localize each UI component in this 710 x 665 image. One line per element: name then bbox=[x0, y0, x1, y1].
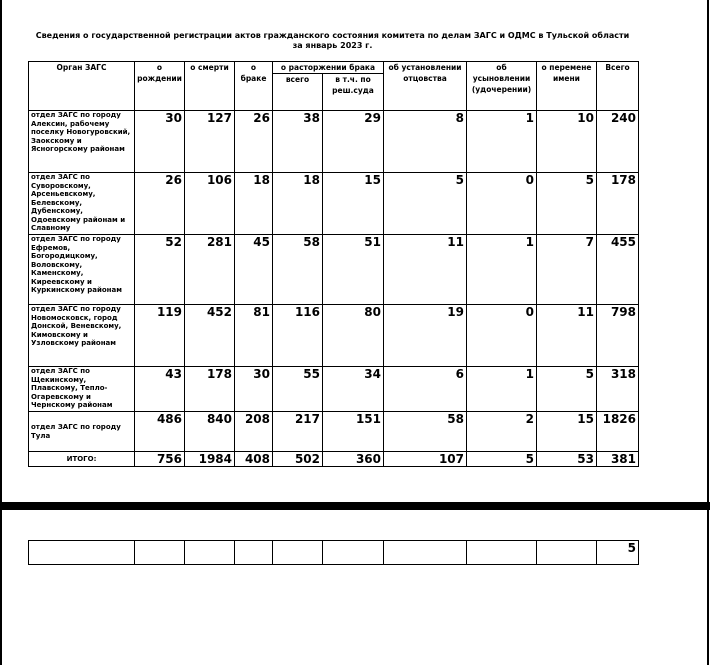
empty-cell bbox=[185, 541, 235, 565]
total-births: 756 bbox=[135, 452, 185, 467]
cell-paternity: 5 bbox=[384, 173, 467, 235]
cell-divorce-court: 29 bbox=[323, 111, 384, 173]
col-header-births: о рождении bbox=[135, 62, 185, 111]
col-header-divorce-group: о расторжении брака bbox=[273, 62, 384, 74]
empty-cell bbox=[467, 541, 537, 565]
cell-name-change: 5 bbox=[537, 367, 597, 412]
page-edge-left bbox=[0, 0, 2, 665]
table-row bbox=[29, 412, 639, 452]
page-break-band bbox=[0, 502, 710, 510]
empty-cell bbox=[273, 541, 323, 565]
col-header-divorce-court: в т.ч. по реш.суда bbox=[323, 74, 384, 111]
cell-divorce-total: 217 bbox=[273, 412, 323, 452]
cell-paternity: 19 bbox=[384, 305, 467, 367]
cell-deaths: 106 bbox=[185, 173, 235, 235]
cell-births: 43 bbox=[135, 367, 185, 412]
empty-cell bbox=[384, 541, 467, 565]
cell-births: 486 bbox=[135, 412, 185, 452]
total-divorce-total: 502 bbox=[273, 452, 323, 467]
cell-divorce-total: 38 bbox=[273, 111, 323, 173]
organ-name: отдел ЗАГС по городу Новомосковск, город Донской, Веневскому, Кимовскому и Узловскому районам bbox=[29, 305, 135, 367]
cell-adoption: 0 bbox=[467, 305, 537, 367]
table-row bbox=[29, 367, 639, 412]
total-name-change: 53 bbox=[537, 452, 597, 467]
cell-total: 240 bbox=[597, 111, 639, 173]
registration-table bbox=[28, 61, 639, 467]
cell-paternity: 6 bbox=[384, 367, 467, 412]
empty-cell bbox=[29, 541, 135, 565]
cell-total: 318 bbox=[597, 367, 639, 412]
cell-deaths: 127 bbox=[185, 111, 235, 173]
total-deaths: 1984 bbox=[185, 452, 235, 467]
cell-divorce-total: 116 bbox=[273, 305, 323, 367]
table-row bbox=[29, 305, 639, 367]
empty-cell bbox=[235, 541, 273, 565]
organ-name: отдел ЗАГС по Суворовскому, Арсеньевскому, Белевскому, Дубенскому, Одоевскому районам и Славному bbox=[29, 173, 135, 235]
total-marriages: 408 bbox=[235, 452, 273, 467]
cell-divorce-total: 55 bbox=[273, 367, 323, 412]
cell-births: 119 bbox=[135, 305, 185, 367]
col-header-adoption: об усыновлении (удочерении) bbox=[467, 62, 537, 111]
empty-cell bbox=[135, 541, 185, 565]
cell-marriages: 208 bbox=[235, 412, 273, 452]
table-row bbox=[29, 541, 639, 565]
cell-name-change: 11 bbox=[537, 305, 597, 367]
cell-total: 455 bbox=[597, 235, 639, 305]
cell-divorce-court: 51 bbox=[323, 235, 384, 305]
cell-deaths: 178 bbox=[185, 367, 235, 412]
table-row bbox=[29, 235, 639, 305]
cell-adoption: 1 bbox=[467, 111, 537, 173]
cell-divorce-total: 58 bbox=[273, 235, 323, 305]
table-row bbox=[29, 111, 639, 173]
cell-total: 178 bbox=[597, 173, 639, 235]
col-header-organ: Орган ЗАГС bbox=[29, 62, 135, 111]
cell-marriages: 45 bbox=[235, 235, 273, 305]
totals-label: ИТОГО: bbox=[29, 452, 135, 467]
cell-total-continued: 5 bbox=[597, 541, 639, 565]
cell-births: 30 bbox=[135, 111, 185, 173]
organ-name: отдел ЗАГС по городу Ефремов, Богородицкому, Воловскому, Каменскому, Киреевскому и Куркинскому районам bbox=[29, 235, 135, 305]
cell-adoption: 1 bbox=[467, 235, 537, 305]
cell-name-change: 10 bbox=[537, 111, 597, 173]
total-grand: 381 bbox=[597, 452, 639, 467]
cell-divorce-court: 15 bbox=[323, 173, 384, 235]
cell-adoption: 2 bbox=[467, 412, 537, 452]
col-header-deaths: о смерти bbox=[185, 62, 235, 111]
organ-name: отдел ЗАГС по Щекинскому, Плавскому, Тепло-Огаревскому и Чернскому районам bbox=[29, 367, 135, 412]
document-title bbox=[20, 31, 645, 51]
cell-divorce-court: 151 bbox=[323, 412, 384, 452]
cell-paternity: 58 bbox=[384, 412, 467, 452]
cell-divorce-court: 34 bbox=[323, 367, 384, 412]
next-page-table-fragment bbox=[28, 540, 639, 565]
title-line-1: Сведения о государственной регистрации актов гражданского состояния комитета по делам ЗАГС и ОДМС в Тульской области bbox=[35, 31, 630, 40]
col-header-divorce-total: всего bbox=[273, 74, 323, 111]
cell-adoption: 0 bbox=[467, 173, 537, 235]
col-header-total: Всего bbox=[597, 62, 639, 111]
empty-cell bbox=[323, 541, 384, 565]
cell-births: 26 bbox=[135, 173, 185, 235]
cell-marriages: 18 bbox=[235, 173, 273, 235]
cell-births: 52 bbox=[135, 235, 185, 305]
cell-marriages: 30 bbox=[235, 367, 273, 412]
cell-deaths: 281 bbox=[185, 235, 235, 305]
cell-name-change: 15 bbox=[537, 412, 597, 452]
total-paternity: 107 bbox=[384, 452, 467, 467]
col-header-name-change: о перемене имени bbox=[537, 62, 597, 111]
col-header-paternity: об установлении отцовства bbox=[384, 62, 467, 111]
cell-adoption: 1 bbox=[467, 367, 537, 412]
col-header-marriages: о браке bbox=[235, 62, 273, 111]
page-edge-right bbox=[707, 0, 709, 665]
cell-paternity: 8 bbox=[384, 111, 467, 173]
cell-deaths: 840 bbox=[185, 412, 235, 452]
cell-paternity: 11 bbox=[384, 235, 467, 305]
cell-deaths: 452 bbox=[185, 305, 235, 367]
title-line-2: за январь 2023 г. bbox=[292, 41, 373, 50]
cell-divorce-total: 18 bbox=[273, 173, 323, 235]
table-row bbox=[29, 173, 639, 235]
cell-marriages: 26 bbox=[235, 111, 273, 173]
cell-total: 1826 bbox=[597, 412, 639, 452]
cell-total: 798 bbox=[597, 305, 639, 367]
total-divorce-court: 360 bbox=[323, 452, 384, 467]
cell-name-change: 7 bbox=[537, 235, 597, 305]
total-adoption: 5 bbox=[467, 452, 537, 467]
organ-name: отдел ЗАГС по городу Тула bbox=[29, 412, 135, 452]
cell-name-change: 5 bbox=[537, 173, 597, 235]
totals-row bbox=[29, 452, 639, 467]
cell-divorce-court: 80 bbox=[323, 305, 384, 367]
empty-cell bbox=[537, 541, 597, 565]
header-row-1 bbox=[29, 62, 639, 74]
organ-name: отдел ЗАГС по городу Алексин, рабочему поселку Новогуровский, Заокскому и Ясногорскому районам bbox=[29, 111, 135, 173]
cell-marriages: 81 bbox=[235, 305, 273, 367]
